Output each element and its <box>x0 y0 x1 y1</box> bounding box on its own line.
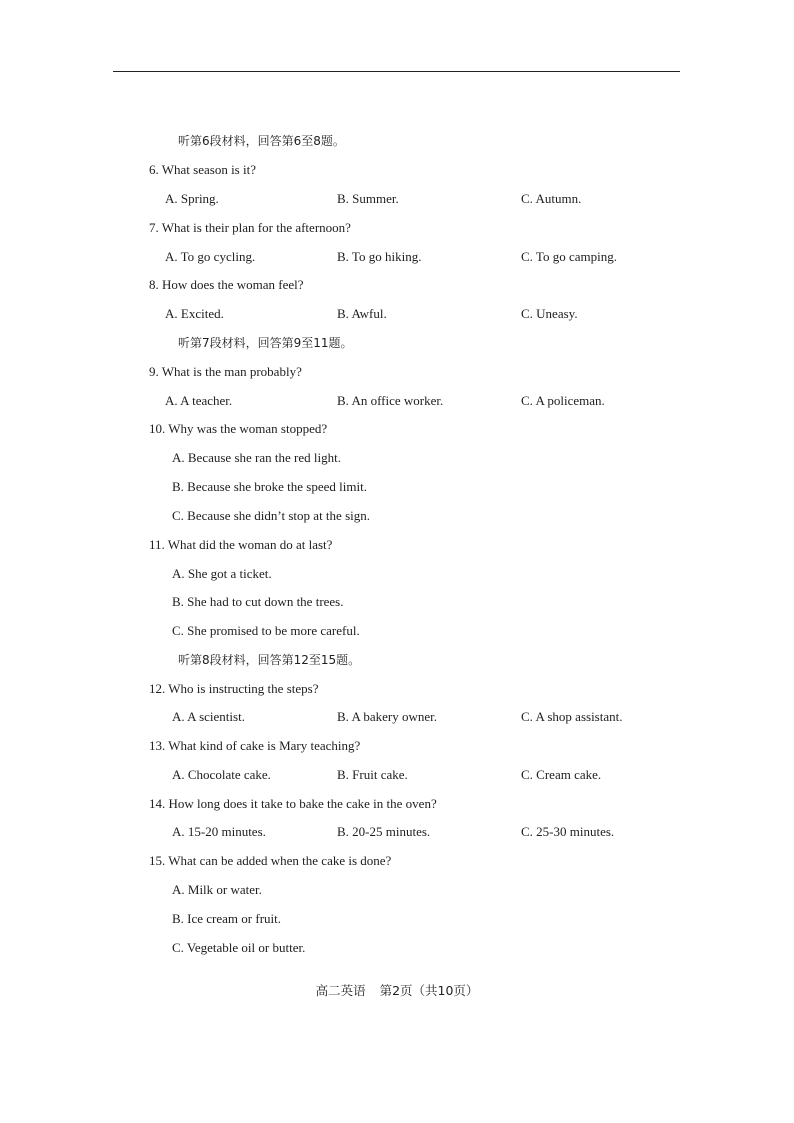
section-instruction: 听第8段材料，回答第12至15题。 <box>178 653 361 667</box>
option-14a: A. 15-20 minutes. <box>172 824 266 839</box>
footer-page-number: 第2页（共10页） <box>379 983 479 998</box>
option-13a: A. Chocolate cake. <box>172 767 271 782</box>
option-7c: C. To go camping. <box>521 249 617 264</box>
footer-subject: 高二英语 <box>315 983 366 998</box>
question-15: 15. What can be added when the cake is done? <box>149 853 392 868</box>
option-14b: B. 20-25 minutes. <box>337 824 431 839</box>
option-7a: A. To go cycling. <box>165 249 256 264</box>
option-6c: C. Autumn. <box>521 191 582 206</box>
option-9c: C. A policeman. <box>521 393 605 408</box>
question-9: 9. What is the man probably? <box>149 364 302 379</box>
question-10: 10. Why was the woman stopped? <box>149 421 328 436</box>
option-15c: C. Vegetable oil or butter. <box>172 940 306 955</box>
option-9a: A. A teacher. <box>165 393 233 408</box>
option-13b: B. Fruit cake. <box>337 767 408 782</box>
option-14c: C. 25-30 minutes. <box>521 824 615 839</box>
option-8a: A. Excited. <box>165 306 224 321</box>
question-8: 8. How does the woman feel? <box>149 277 304 292</box>
option-6a: A. Spring. <box>165 191 219 206</box>
option-10b: B. Because she broke the speed limit. <box>172 479 367 494</box>
option-15a: A. Milk or water. <box>172 882 262 897</box>
question-11: 11. What did the woman do at last? <box>149 537 333 552</box>
option-15b: B. Ice cream or fruit. <box>172 911 282 926</box>
page-footer <box>0 983 794 999</box>
option-9b: B. An office worker. <box>337 393 444 408</box>
header-rule <box>113 71 680 72</box>
option-13c: C. Cream cake. <box>521 767 602 782</box>
option-8b: B. Awful. <box>337 306 387 321</box>
option-12a: A. A scientist. <box>172 709 245 724</box>
option-11c: C. She promised to be more careful. <box>172 623 360 638</box>
option-10c: C. Because she didn’t stop at the sign. <box>172 508 370 523</box>
question-6: 6. What season is it? <box>149 162 256 177</box>
question-14: 14. How long does it take to bake the cake in the oven? <box>149 796 437 811</box>
option-8c: C. Uneasy. <box>521 306 578 321</box>
option-11a: A. She got a ticket. <box>172 566 272 581</box>
option-12b: B. A bakery owner. <box>337 709 438 724</box>
option-6b: B. Summer. <box>337 191 399 206</box>
question-12: 12. Who is instructing the steps? <box>149 681 319 696</box>
option-11b: B. She had to cut down the trees. <box>172 594 344 609</box>
question-7: 7. What is their plan for the afternoon? <box>149 220 351 235</box>
option-12c: C. A shop assistant. <box>521 709 623 724</box>
section-instruction: 听第7段材料，回答第9至11题。 <box>178 336 353 350</box>
question-13: 13. What kind of cake is Mary teaching? <box>149 738 361 753</box>
section-instruction: 听第6段材料，回答第6至8题。 <box>178 134 345 148</box>
option-7b: B. To go hiking. <box>337 249 422 264</box>
option-10a: A. Because she ran the red light. <box>172 450 341 465</box>
